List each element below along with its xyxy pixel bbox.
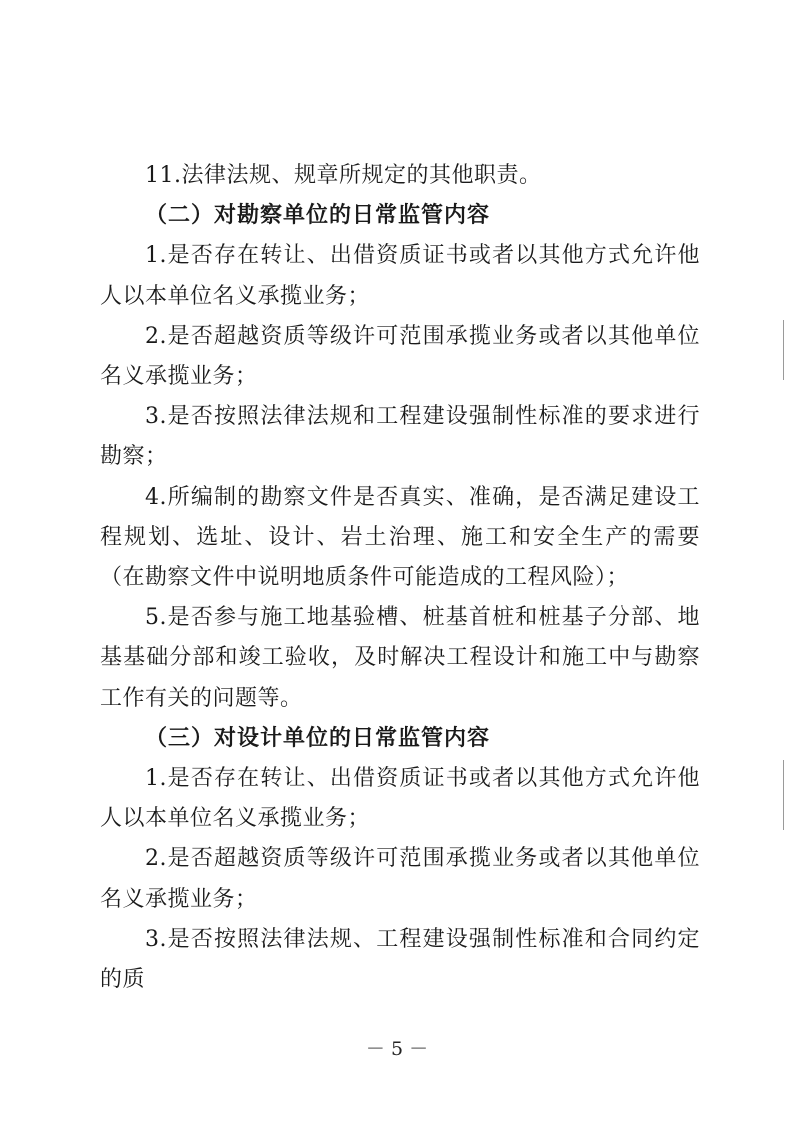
survey-item-3: 3.是否按照法律法规和工程建设强制性标准的要求进行勘察； bbox=[100, 404, 700, 470]
survey-item-1: 1.是否存在转让、出借资质证书或者以其他方式允许他人以本单位名义承揽业务； bbox=[100, 243, 700, 309]
survey-item-2: 2.是否超越资质等级许可范围承揽业务或者以其他单位名义承揽业务； bbox=[100, 323, 700, 390]
design-item-3: 3.是否按照法律法规、工程建设强制性标准和合同约定的质 bbox=[100, 926, 700, 993]
section-heading-survey-units: （二）对勘察单位的日常监管内容 bbox=[145, 203, 491, 229]
item-11-other-duties: 11.法律法规、规章所规定的其他职责。 bbox=[145, 163, 542, 188]
page-number: － 5 － bbox=[365, 1038, 429, 1060]
survey-item-5: 5.是否参与施工地基验槽、桩基首桩和桩基子分部、地基基础分部和竣工验收，及时解决工程设计和施工中与勘察工作有关的问题等。 bbox=[100, 605, 700, 711]
document-body bbox=[100, 156, 700, 1000]
scan-edge-mark bbox=[783, 320, 784, 380]
section-heading-design-units: （三）对设计单位的日常监管内容 bbox=[145, 725, 491, 751]
design-item-2: 2.是否超越资质等级许可范围承揽业务或者以其他单位名义承揽业务； bbox=[100, 846, 700, 912]
survey-item-4: 4.所编制的勘察文件是否真实、准确，是否满足建设工程规划、选址、设计、岩土治理、施工和安全生产的需要（在勘察文件中说明地质条件可能造成的工程风险）； bbox=[100, 484, 700, 591]
scan-edge-mark bbox=[783, 760, 784, 830]
design-item-1: 1.是否存在转让、出借资质证书或者以其他方式允许他人以本单位名义承揽业务； bbox=[100, 766, 700, 832]
